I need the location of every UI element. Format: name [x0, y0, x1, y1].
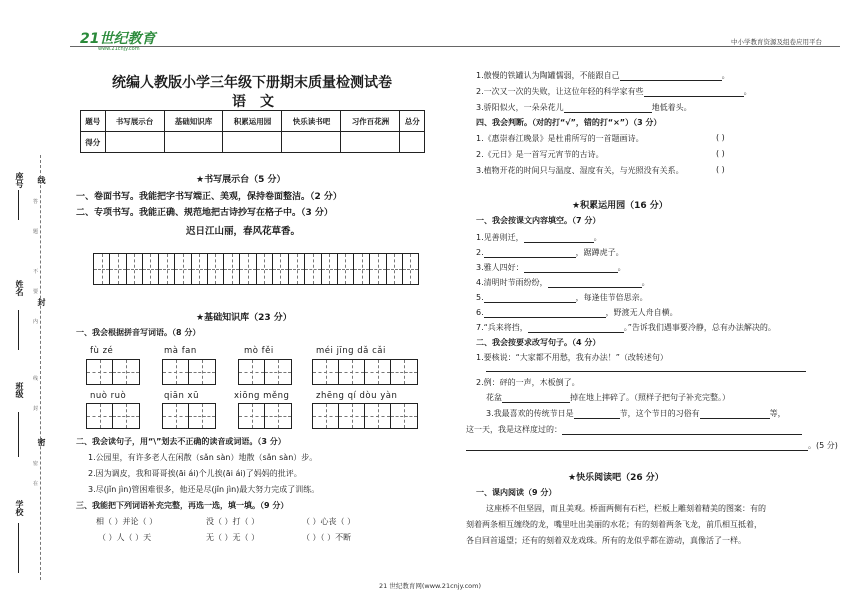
writing-question-1: 一、卷面书写。我能把字书写端正、美观，保持卷面整洁。（2 分）	[76, 192, 342, 202]
festival-question-end: 。(5 分)	[466, 440, 838, 451]
pinyin-7: xiōng měng	[234, 391, 290, 401]
judge-question: 四、我会判断。（对的打“√”，错的打“×”）（3 分）	[476, 118, 662, 127]
answer-box[interactable]	[238, 359, 292, 385]
pinyin-4: méi jīng dǎ cǎi	[316, 346, 386, 356]
fill-sentence-2: 2.一次又一次的失败，让这位年轻的科学家有些 。	[476, 87, 752, 96]
score-header-cell: 基础知识库	[164, 111, 223, 132]
answer-line[interactable]	[486, 371, 806, 372]
judge-answer-1[interactable]: ( )	[716, 133, 725, 142]
idiom-6: （ ）（ ）不断	[302, 533, 352, 542]
rewrite-sentence-2: 2.例：砰的一声，木板倒了。	[476, 378, 580, 387]
answer-box[interactable]	[238, 403, 292, 429]
binding-column	[0, 150, 60, 580]
logo-subtext: www.21cnjy.com	[98, 46, 140, 52]
judge-answer-2[interactable]: ( )	[716, 149, 725, 158]
answer-box[interactable]	[86, 403, 140, 429]
class-line	[18, 412, 19, 457]
seal-line	[40, 155, 41, 580]
rewrite-sentence-2-task: 花盆 掉在地上摔碎了。（照样子把句子补充完整。）	[486, 393, 730, 402]
answer-box[interactable]	[312, 359, 418, 385]
pinyin-8: zhēng qí dòu yàn	[316, 391, 398, 401]
school-label: 学校	[15, 500, 24, 516]
judge-answer-3[interactable]: ( )	[716, 165, 725, 174]
basic-q2-sentence-2: 2.因为调皮，我和哥哥挨(āi ái)个儿挨(āi ái)了妈妈的批评。	[88, 469, 302, 478]
accumulation-question-1: 一、我会按课文内容填空。（7 分）	[476, 216, 601, 225]
basic-section-title: ★基础知识库（23 分）	[196, 313, 292, 323]
class-label: 班级	[15, 382, 24, 398]
page-footer: 21 世纪教育网(www.21cnjy.com)	[379, 582, 481, 590]
basic-q2-sentence-3: 3.尽(jǐn jìn)管困难很多，他还是尽(jǐn jìn)最大努力完成了训练。	[88, 485, 320, 494]
score-cell[interactable]	[341, 132, 400, 153]
platform-name: 中小学教育资源及组卷应用平台	[731, 38, 822, 46]
idiom-3: （ ）心丧（ ）	[302, 517, 356, 526]
idiom-5: 无（ ）无（ ）	[206, 533, 260, 542]
tiny-word-7: 封	[33, 406, 39, 412]
fill-sentence-1: 1.傲慢的铁罐认为陶罐懦弱，不能跟自己 。	[476, 71, 730, 80]
reading-section-title: ★快乐阅读吧（26 分）	[568, 473, 664, 483]
judge-item-2: 2.《元日》是一首写元宵节的古诗。	[476, 150, 604, 159]
rewrite-sentence-1: 1.要核说：“大家都不用愁，我有办法！”（改转述句）	[476, 353, 668, 362]
seal-word-3: 密	[37, 438, 46, 446]
seal-word-1: 线	[37, 176, 46, 184]
tiny-word-1: 答	[33, 199, 39, 205]
accum-fill-6: 6. ，野渡无人舟自横。	[476, 308, 678, 317]
name-label: 姓名	[15, 280, 24, 296]
tiny-word-4: 要	[33, 289, 39, 295]
score-row-label: 得分	[81, 132, 106, 153]
basic-q2-sentence-1: 1.公园里，有许多老人在闲散（sǎn sàn）地散（sǎn sàn）步。	[88, 453, 318, 462]
score-header-cell: 总分	[400, 111, 425, 132]
festival-question: 3.我最喜欢的传统节日是 节，这个节日的习俗有 等，	[486, 409, 786, 418]
idiom-1: 相（ ）并论（ ）	[96, 517, 158, 526]
answer-blank[interactable]	[620, 80, 722, 81]
score-cell[interactable]	[400, 132, 425, 153]
tiny-word-6: 线	[33, 376, 39, 382]
reading-paragraph-line-2: 刻着两条相互缠绕的龙，嘴里吐出美丽的水花；有的刻着两条飞龙，前爪相互抵着，	[466, 520, 762, 529]
basic-question-1: 一、我会根据拼音写词语。（8 分）	[76, 328, 201, 337]
writing-section-title: ★书写展示台（5 分）	[196, 175, 286, 185]
fill-sentence-3: 3.骄阳似火，一朵朵花儿 地低着头。	[476, 103, 692, 112]
header-divider	[70, 46, 840, 47]
idiom-2: 没（ ）打（ ）	[206, 517, 260, 526]
writing-grid[interactable]	[93, 253, 419, 285]
tiny-word-9: 在	[33, 481, 39, 487]
answer-box[interactable]	[312, 403, 418, 429]
pinyin-3: mò fěi	[244, 346, 274, 356]
reading-paragraph-line-1: 这座桥不但坚固，而且美观。桥面两侧有石栏，栏板上雕刻着精美的图案：有的	[486, 504, 766, 513]
basic-question-3: 三、我能把下列词语补充完整，再选一选，填一填。（9 分）	[76, 501, 289, 510]
festival-question-cont: 这一天，我是这样度过的：	[466, 424, 802, 435]
pinyin-6: qiān xū	[164, 391, 199, 401]
exam-subject: 语 文	[232, 94, 274, 110]
writing-question-2: 二、专项书写。我能正确、规范地把古诗抄写在格子中。（3 分）	[76, 208, 333, 218]
tiny-word-8: 密	[33, 461, 39, 467]
accumulation-section-title: ★积累运用园（16 分）	[572, 201, 668, 211]
accum-fill-7: 7.“兵来将挡， 。”告诉我们遇事要冷静，总有办法解决的。	[476, 323, 776, 332]
score-header-cell: 书写展示台	[105, 111, 164, 132]
number-line	[18, 190, 19, 220]
tiny-word-2: 题	[33, 229, 39, 235]
tiny-word-3: 不	[33, 269, 39, 275]
score-table	[80, 110, 425, 153]
score-header-cell: 快乐读书吧	[282, 111, 341, 132]
exam-title: 统编人教版小学三年级下册期末质量检测试卷	[112, 75, 392, 91]
pinyin-1: fù zé	[90, 346, 114, 356]
score-header-cell: 题号	[81, 111, 106, 132]
score-cell[interactable]	[105, 132, 164, 153]
pinyin-2: mà fan	[164, 346, 197, 356]
accum-fill-1: 1.见善则迁， 。	[476, 233, 602, 242]
basic-question-2: 二、我会读句子，用“\”划去不正确的读音或词语。（3 分）	[76, 437, 286, 446]
name-line	[18, 310, 19, 350]
seal-word-2: 封	[37, 298, 46, 306]
score-table-row	[81, 132, 425, 153]
idiom-4: （ ）人（ ）天	[98, 533, 152, 542]
accum-fill-5: 5. ，每逢佳节倍思亲。	[476, 293, 648, 302]
score-header-cell: 积累运用园	[223, 111, 282, 132]
number-label: 座号	[15, 172, 24, 188]
accum-fill-2: 2. ，踞蹲虎子。	[476, 248, 624, 257]
judge-item-1: 1.《惠崇春江晚景》是杜甫所写的一首题画诗。	[476, 134, 644, 143]
answer-box[interactable]	[162, 359, 216, 385]
score-cell[interactable]	[164, 132, 223, 153]
accumulation-question-2: 二、我会按要求改写句子。（4 分）	[476, 338, 601, 347]
judge-item-3: 3.植物开花的时间只与温度、湿度有关，与光照没有关系。	[476, 166, 684, 175]
accum-fill-4: 4.清明时节雨纷纷， 。	[476, 278, 650, 287]
answer-blank[interactable]	[564, 112, 652, 113]
reading-paragraph-line-3: 各自回首遥望；还有的刻着双龙戏珠。所有的龙似乎都在游动，真像活了一样。	[466, 536, 746, 545]
pinyin-5: nuò ruò	[90, 391, 127, 401]
poem-text: 迟日江山丽，春风花草香。	[186, 226, 301, 237]
score-header-cell: 习作百花洲	[341, 111, 400, 132]
score-cell[interactable]	[282, 132, 341, 153]
site-logo	[80, 28, 155, 52]
answer-box[interactable]	[162, 403, 216, 429]
accum-fill-3: 3.雅人四好： 。	[476, 263, 626, 272]
school-line	[18, 523, 19, 573]
score-cell[interactable]	[223, 132, 282, 153]
score-table-header-row	[81, 111, 425, 132]
reading-question-1: 一、课内阅读（9 分）	[476, 488, 557, 497]
tiny-word-5: 内	[33, 319, 39, 325]
answer-box[interactable]	[86, 359, 140, 385]
logo-text: 21世纪教育	[80, 31, 156, 47]
answer-blank[interactable]	[644, 96, 744, 97]
